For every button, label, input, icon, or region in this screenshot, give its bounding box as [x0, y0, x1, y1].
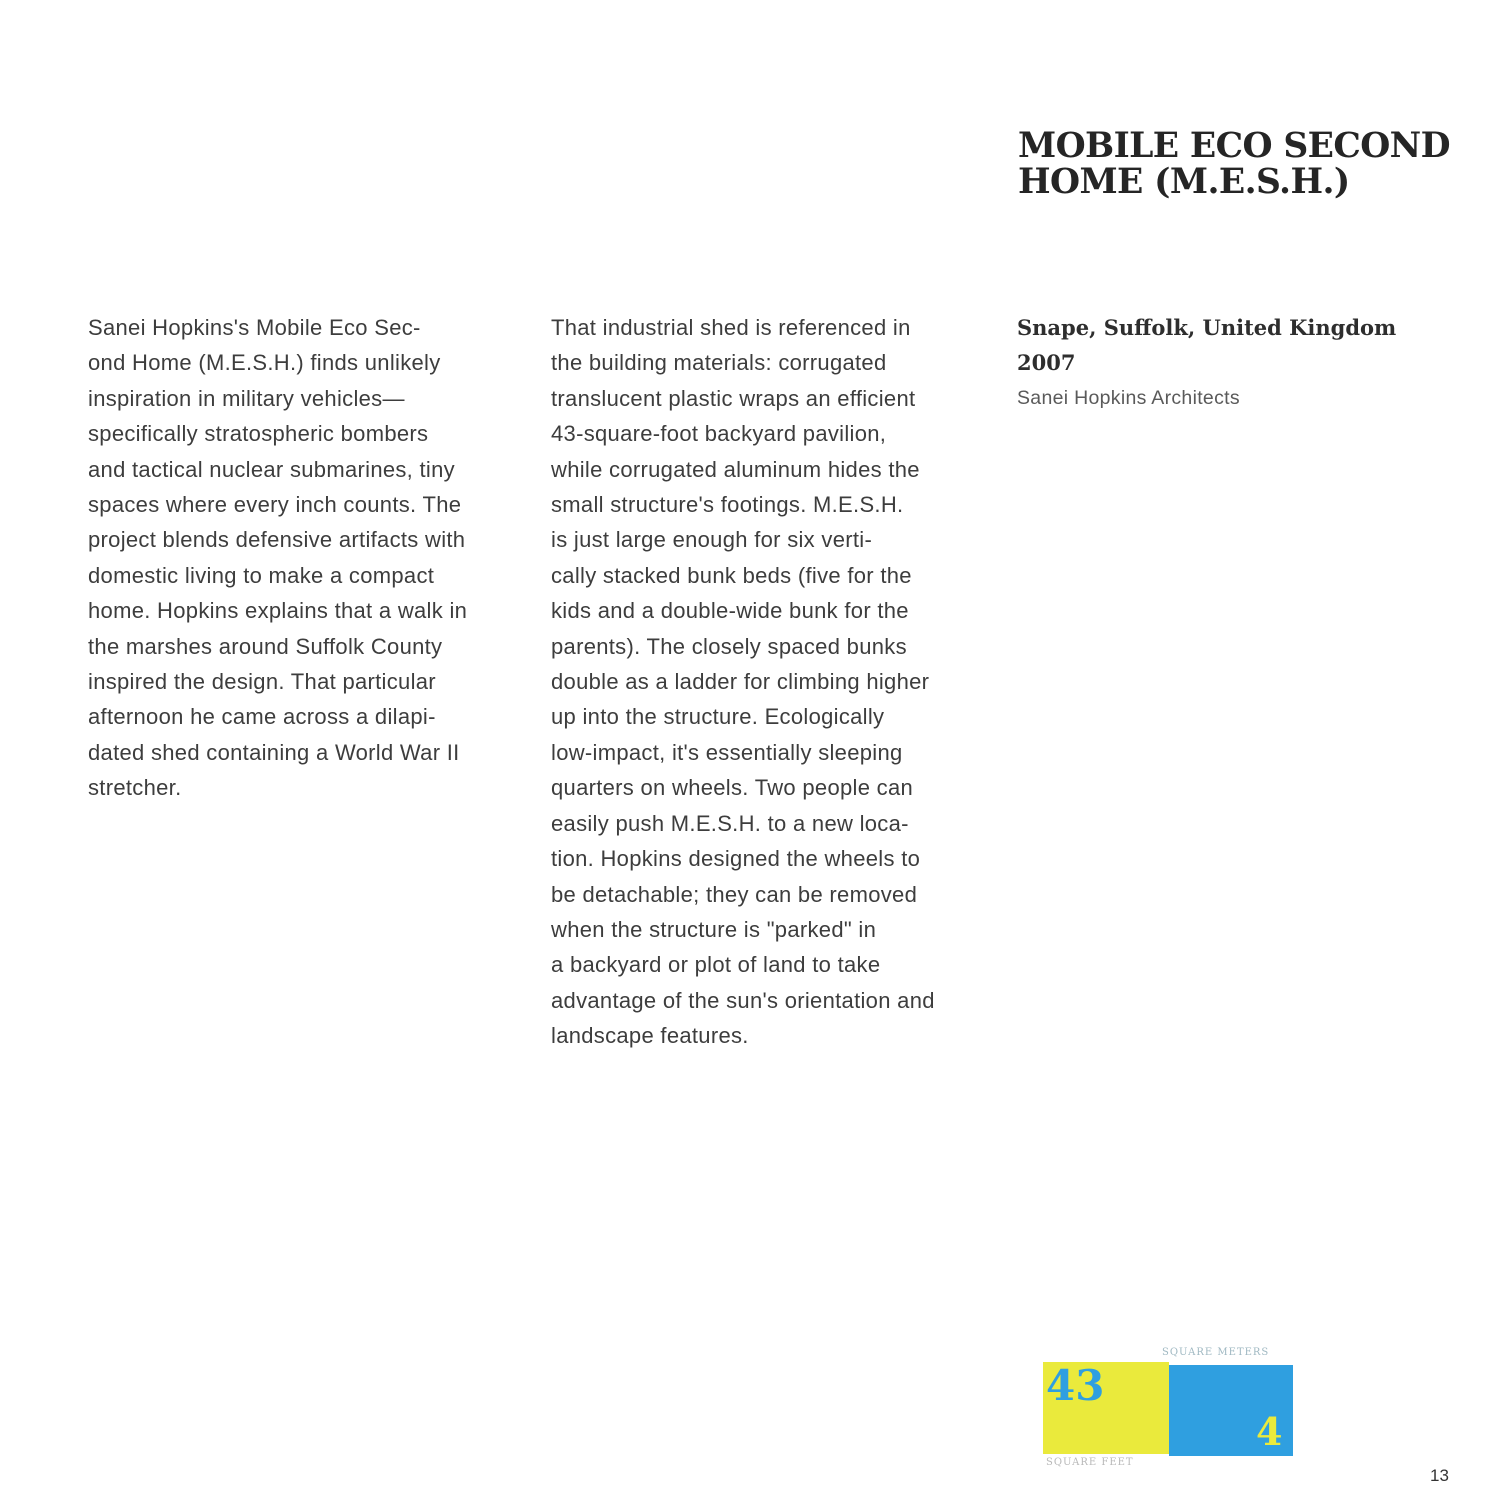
- text-line: inspired the design. That particular: [88, 669, 436, 695]
- page-number: 13: [1430, 1466, 1449, 1485]
- text-line: the marshes around Suffolk County: [88, 633, 443, 659]
- text-line: be detachable; they can be removed: [551, 881, 918, 907]
- square-feet-label: SQUARE FEET: [1046, 1457, 1134, 1468]
- text-line: specifically stratospheric bombers: [88, 421, 429, 447]
- text-line: project blends defensive artifacts with: [88, 527, 466, 553]
- text-line: while corrugated aluminum hides the: [551, 456, 920, 482]
- title-line-2: HOME (M.E.S.H.): [1018, 162, 1350, 202]
- text-line: afternoon he came across a dilapi-: [88, 704, 436, 730]
- square-meters-value: 4: [1256, 1409, 1283, 1454]
- body-column-left: [88, 310, 467, 806]
- text-line: when the structure is "parked" in: [551, 916, 877, 942]
- body-column-middle: [551, 310, 935, 1054]
- text-line: low-impact, it's essentially sleeping: [551, 739, 903, 765]
- text-line: stretcher.: [88, 775, 182, 801]
- text-line: a backyard or plot of land to take: [551, 952, 881, 978]
- text-line: and tactical nuclear submarines, tiny: [88, 456, 455, 482]
- text-line: landscape features.: [551, 1023, 749, 1049]
- title-line-1: MOBILE ECO SECOND: [1018, 126, 1450, 166]
- text-line: dated shed containing a World War II: [88, 739, 460, 765]
- text-line: translucent plastic wraps an efficient: [551, 385, 916, 411]
- square-feet-value: 43: [1046, 1361, 1105, 1410]
- text-line: is just large enough for six verti-: [551, 527, 873, 553]
- text-line: inspiration in military vehicles—: [88, 385, 405, 411]
- text-line: double as a ladder for climbing higher: [551, 669, 930, 695]
- text-line: up into the structure. Ecologically: [551, 704, 885, 730]
- project-meta: [1017, 310, 1396, 416]
- text-line: 43-square-foot backyard pavilion,: [551, 421, 887, 447]
- text-line: kids and a double-wide bunk for the: [551, 598, 909, 624]
- project-title: [1018, 128, 1488, 200]
- text-line: Sanei Hopkins's Mobile Eco Sec-: [88, 315, 421, 340]
- text-line: quarters on wheels. Two people can: [551, 775, 914, 801]
- text-line: parents). The closely spaced bunks: [551, 633, 907, 659]
- text-line: domestic living to make a compact: [88, 562, 435, 588]
- size-graphic: [1040, 1345, 1310, 1475]
- project-location: Snape, Suffolk, United Kingdom: [1017, 315, 1397, 340]
- project-year: 2007: [1017, 350, 1076, 376]
- text-line: spaces where every inch counts. The: [88, 492, 462, 518]
- project-architect: Sanei Hopkins Architects: [1017, 386, 1240, 409]
- text-line: easily push M.E.S.H. to a new loca-: [551, 810, 909, 836]
- text-line: That industrial shed is referenced in: [551, 315, 911, 340]
- text-line: the building materials: corrugated: [551, 350, 887, 376]
- square-meters-label: SQUARE METERS: [1162, 1347, 1270, 1358]
- text-line: home. Hopkins explains that a walk in: [88, 598, 468, 624]
- text-line: small structure's footings. M.E.S.H.: [551, 492, 904, 518]
- text-line: ond Home (M.E.S.H.) finds unlikely: [88, 350, 441, 376]
- text-line: tion. Hopkins designed the wheels to: [551, 846, 921, 872]
- text-line: advantage of the sun's orientation and: [551, 987, 935, 1013]
- text-line: cally stacked bunk beds (five for the: [551, 562, 912, 588]
